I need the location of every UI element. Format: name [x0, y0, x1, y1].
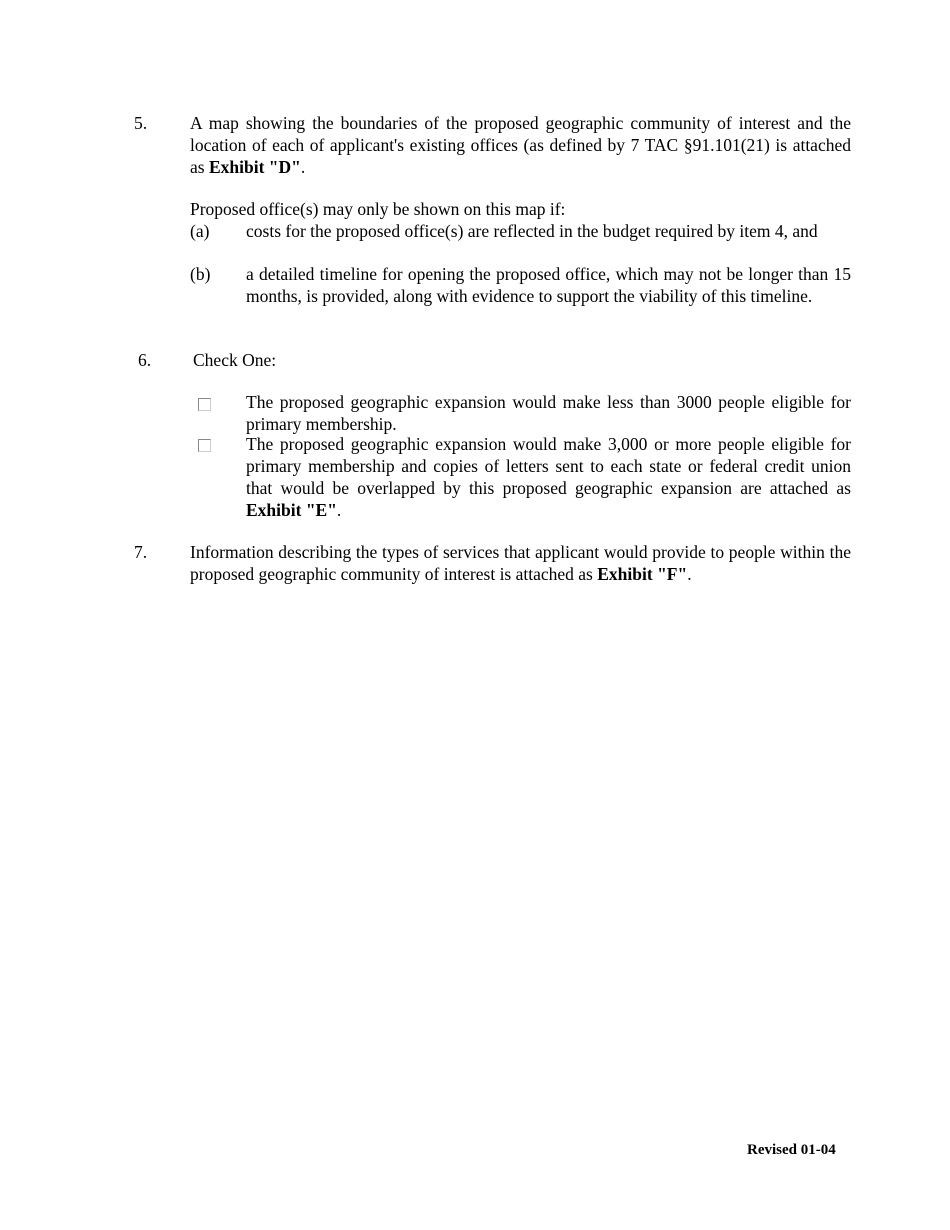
revision-footer: Revised 01-04 [747, 1142, 836, 1158]
item-6-heading: Check One: [193, 350, 277, 370]
item-7-text [190, 541, 851, 585]
condition-a-text: costs for the proposed office(s) are reflected in the budget required by item 4, and [246, 221, 818, 241]
option-1-text: The proposed geographic expansion would make less than 3000 people eligible for primary membership. [246, 392, 851, 434]
item-5-period: . [300, 157, 306, 177]
exhibit-e-label: Exhibit "E" [246, 500, 337, 520]
option-2-checkbox[interactable] [198, 439, 211, 452]
item-5-number: 5. [134, 113, 148, 133]
item-7-period: . [687, 564, 692, 584]
item-5-body: A map showing the boundaries of the proposed geographic community of interest and the location of each of applicant's existing offices (as defined by 7 TAC §91.101(21) is attached as [190, 113, 851, 177]
item-5-intro: Proposed office(s) may only be shown on this map if: [190, 199, 566, 219]
condition-b-label: (b) [190, 264, 211, 284]
option-2-body: The proposed geographic expansion would make 3,000 or more people eligible for primary membership and copies of letters sent to each state or federal credit union that would be overlapped by this proposed geographic expansion are attached as [246, 434, 851, 498]
exhibit-d-label: Exhibit "D" [208, 157, 301, 177]
item-7-body: Information describing the types of services that applicant would provide to people within the proposed geographic community of interest is attached as [190, 542, 851, 584]
option-2-period: . [336, 500, 342, 520]
condition-b-text: a detailed timeline for opening the proposed office, which may not be longer than 15 months, is provided, along with evidence to support the viability of this timeline. [246, 264, 851, 306]
option-2-text [246, 433, 851, 521]
exhibit-f-label: Exhibit "F" [597, 564, 688, 584]
item-5-text [190, 112, 851, 178]
condition-a-label: (a) [190, 221, 210, 241]
item-6-number: 6. [138, 350, 152, 370]
option-1-checkbox[interactable] [198, 398, 211, 411]
item-7-number: 7. [134, 542, 148, 562]
